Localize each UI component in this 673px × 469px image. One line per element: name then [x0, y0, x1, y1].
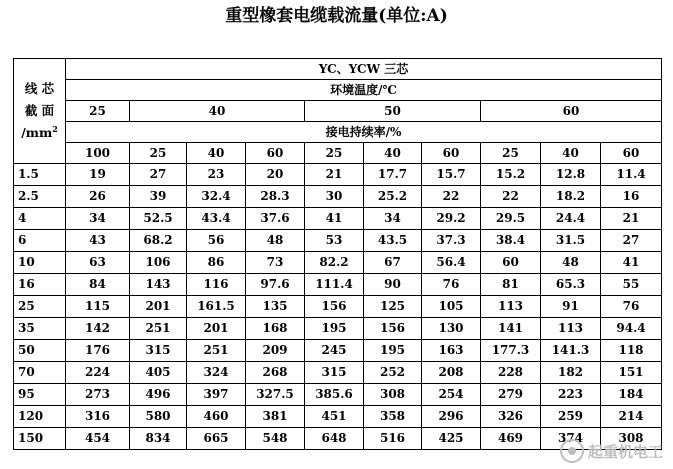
- ampacity-cell: 53: [305, 230, 364, 252]
- ampacity-cell: 29.5: [481, 208, 541, 230]
- ampacity-cell: 245: [305, 340, 364, 362]
- table-row: [14, 164, 662, 186]
- ampacity-cell: 24.4: [541, 208, 601, 230]
- ampacity-cell: 228: [481, 362, 541, 384]
- ampacity-cell: 21: [305, 164, 364, 186]
- corner-line-3: $/mm^2$: [21, 123, 58, 140]
- ampacity-cell: 82.2: [305, 252, 364, 274]
- ampacity-cell: 308: [601, 428, 662, 450]
- ampacity-cell: 141.3: [541, 340, 601, 362]
- ampacity-cell: 214: [601, 406, 662, 428]
- ampacity-cell: 34: [364, 208, 422, 230]
- duty-cycle-value: 40: [541, 143, 601, 164]
- ampacity-cell: 315: [305, 362, 364, 384]
- ampacity-cell: 665: [187, 428, 246, 450]
- temp-header-50: 50: [305, 101, 481, 122]
- ampacity-cell: 56: [187, 230, 246, 252]
- cross-section-cell: 95: [14, 384, 66, 406]
- ampacity-cell: 18.2: [541, 186, 601, 208]
- duty-cycle-value: 40: [187, 143, 246, 164]
- watermark: [560, 439, 663, 463]
- ampacity-cell: 31.5: [541, 230, 601, 252]
- table-row: [14, 406, 662, 428]
- cross-section-cell: 50: [14, 340, 66, 362]
- table-row: [14, 274, 662, 296]
- ampacity-cell: 97.6: [246, 274, 305, 296]
- cross-section-cell: 70: [14, 362, 66, 384]
- ambient-temperature-header: 环境温度/℃: [66, 80, 662, 101]
- ampacity-cell: 316: [66, 406, 130, 428]
- duty-cycle-value: 40: [364, 143, 422, 164]
- ampacity-cell: 37.3: [422, 230, 481, 252]
- ampacity-cell: 279: [481, 384, 541, 406]
- table-row: [14, 340, 662, 362]
- cross-section-cell: 120: [14, 406, 66, 428]
- ampacity-cell: 55: [601, 274, 662, 296]
- ampacity-cell: 161.5: [187, 296, 246, 318]
- ampacity-cell: 182: [541, 362, 601, 384]
- ampacity-cell: 516: [364, 428, 422, 450]
- table-row: [14, 230, 662, 252]
- ampacity-cell: 52.5: [130, 208, 187, 230]
- ampacity-cell: 548: [246, 428, 305, 450]
- ampacity-cell: 84: [66, 274, 130, 296]
- ampacity-cell: 151: [601, 362, 662, 384]
- ampacity-cell: 143: [130, 274, 187, 296]
- ampacity-cell: 308: [364, 384, 422, 406]
- table-row: [14, 362, 662, 384]
- ampacity-cell: 834: [130, 428, 187, 450]
- ampacity-cell: 32.4: [187, 186, 246, 208]
- ampacity-cell: 105: [422, 296, 481, 318]
- watermark-text: 起重机电工: [587, 442, 663, 461]
- ampacity-cell: 29.2: [422, 208, 481, 230]
- ampacity-cell: 63: [66, 252, 130, 274]
- ampacity-cell: 116: [187, 274, 246, 296]
- ampacity-cell: 209: [246, 340, 305, 362]
- ampacity-cell: 26: [66, 186, 130, 208]
- duty-cycle-value: 100: [66, 143, 130, 164]
- ampacity-cell: 56.4: [422, 252, 481, 274]
- temp-header-25: 25: [66, 101, 130, 122]
- ampacity-cell: 43.4: [187, 208, 246, 230]
- cross-section-cell: 4: [14, 208, 66, 230]
- ampacity-cell: 11.4: [601, 164, 662, 186]
- ampacity-cell: 48: [246, 230, 305, 252]
- ampacity-cell: 195: [305, 318, 364, 340]
- ampacity-cell: 273: [66, 384, 130, 406]
- ampacity-cell: 68.2: [130, 230, 187, 252]
- ampacity-cell: 91: [541, 296, 601, 318]
- ampacity-cell: 156: [305, 296, 364, 318]
- ampacity-cell: 76: [422, 274, 481, 296]
- ampacity-cell: 648: [305, 428, 364, 450]
- ampacity-cell: 156: [364, 318, 422, 340]
- ampacity-cell: 38.4: [481, 230, 541, 252]
- ampacity-cell: 43: [66, 230, 130, 252]
- duty-cycle-values-row: [14, 143, 662, 164]
- ampacity-cell: 460: [187, 406, 246, 428]
- ampacity-cell: 208: [422, 362, 481, 384]
- ampacity-cell: 60: [481, 252, 541, 274]
- cross-section-cell: 2.5: [14, 186, 66, 208]
- ampacity-cell: 39: [130, 186, 187, 208]
- table-row: [14, 296, 662, 318]
- ampacity-cell: 113: [481, 296, 541, 318]
- ampacity-cell: 15.7: [422, 164, 481, 186]
- temp-header-40: 40: [130, 101, 305, 122]
- temp-header-60: 60: [481, 101, 662, 122]
- ampacity-cell: 195: [364, 340, 422, 362]
- ampacity-cell: 106: [130, 252, 187, 274]
- ampacity-cell: 20: [246, 164, 305, 186]
- ampacity-cell: 23: [187, 164, 246, 186]
- ampacity-cell: 94.4: [601, 318, 662, 340]
- corner-line-2: 截 面: [24, 103, 55, 118]
- duty-cycle-value: 60: [422, 143, 481, 164]
- ampacity-cell: 22: [422, 186, 481, 208]
- ampacity-cell: 115: [66, 296, 130, 318]
- ampacity-cell: 19: [66, 164, 130, 186]
- ampacity-cell: 15.2: [481, 164, 541, 186]
- table-row: [14, 208, 662, 230]
- ampacity-cell: 27: [130, 164, 187, 186]
- ampacity-cell: 111.4: [305, 274, 364, 296]
- ampacity-cell: 201: [187, 318, 246, 340]
- ampacity-cell: 296: [422, 406, 481, 428]
- ampacity-cell: 65.3: [541, 274, 601, 296]
- cross-section-cell: 150: [14, 428, 66, 450]
- ampacity-cell: 451: [305, 406, 364, 428]
- ampacity-cell: 86: [187, 252, 246, 274]
- cross-section-cell: 35: [14, 318, 66, 340]
- ampacity-cell: 17.7: [364, 164, 422, 186]
- ampacity-cell: 251: [130, 318, 187, 340]
- ampacity-cell: 28.3: [246, 186, 305, 208]
- ampacity-cell: 41: [601, 252, 662, 274]
- ampacity-cell: 251: [187, 340, 246, 362]
- ampacity-cell: 374: [541, 428, 601, 450]
- ampacity-cell: 268: [246, 362, 305, 384]
- wechat-logo-icon: [560, 439, 584, 463]
- table-row: [14, 252, 662, 274]
- ampacity-cell: 259: [541, 406, 601, 428]
- ampacity-cell: 358: [364, 406, 422, 428]
- ampacity-cell: 21: [601, 208, 662, 230]
- ampacity-cell: 67: [364, 252, 422, 274]
- ampacity-cell: 25.2: [364, 186, 422, 208]
- ampacity-cell: 496: [130, 384, 187, 406]
- ampacity-cell: 326: [481, 406, 541, 428]
- duty-cycle-value: 25: [481, 143, 541, 164]
- ampacity-cell: 425: [422, 428, 481, 450]
- ampacity-cell: 142: [66, 318, 130, 340]
- ampacity-cell: 76: [601, 296, 662, 318]
- ampacity-cell: 201: [130, 296, 187, 318]
- ampacity-cell: 324: [187, 362, 246, 384]
- duty-cycle-value: 25: [130, 143, 187, 164]
- ampacity-cell: 224: [66, 362, 130, 384]
- ampacity-cell: 113: [541, 318, 601, 340]
- ampacity-cell: 315: [130, 340, 187, 362]
- cross-section-cell: 16: [14, 274, 66, 296]
- ampacity-cell: 163: [422, 340, 481, 362]
- ampacity-cell: 405: [130, 362, 187, 384]
- ampacity-cell: 27: [601, 230, 662, 252]
- ampacity-cell: 22: [481, 186, 541, 208]
- ampacity-cell: 34: [66, 208, 130, 230]
- page-title: 重型橡套电缆载流量(单位:A): [225, 6, 448, 26]
- ampacity-cell: 454: [66, 428, 130, 450]
- cross-section-cell: 6: [14, 230, 66, 252]
- duty-cycle-value: 60: [246, 143, 305, 164]
- ampacity-cell: 81: [481, 274, 541, 296]
- ampacity-cell: 141: [481, 318, 541, 340]
- ampacity-cell: 48: [541, 252, 601, 274]
- ampacity-cell: 16: [601, 186, 662, 208]
- ampacity-cell: 130: [422, 318, 481, 340]
- duty-cycle-header: 接电持续率/%: [66, 122, 662, 143]
- ampacity-cell: 73: [246, 252, 305, 274]
- ampacity-cell: 43.5: [364, 230, 422, 252]
- duty-cycle-value: 25: [305, 143, 364, 164]
- ampacity-cell: 168: [246, 318, 305, 340]
- cross-section-cell: 1.5: [14, 164, 66, 186]
- ampacity-cell: 177.3: [481, 340, 541, 362]
- ampacity-cell: 118: [601, 340, 662, 362]
- ampacity-cell: 397: [187, 384, 246, 406]
- cross-section-cell: 10: [14, 252, 66, 274]
- ampacity-table: [13, 58, 662, 450]
- ampacity-cell: 252: [364, 362, 422, 384]
- ampacity-cell: 176: [66, 340, 130, 362]
- ampacity-cell: 184: [601, 384, 662, 406]
- cable-type-header: YC、YCW 三芯: [66, 59, 662, 80]
- ampacity-cell: 223: [541, 384, 601, 406]
- duty-cycle-value: 60: [601, 143, 662, 164]
- ampacity-cell: 90: [364, 274, 422, 296]
- table-row: [14, 384, 662, 406]
- ampacity-cell: 30: [305, 186, 364, 208]
- ampacity-cell: 381: [246, 406, 305, 428]
- ampacity-cell: 385.6: [305, 384, 364, 406]
- ampacity-cell: 12.8: [541, 164, 601, 186]
- ampacity-cell: 254: [422, 384, 481, 406]
- ampacity-cell: 135: [246, 296, 305, 318]
- ampacity-cell: 37.6: [246, 208, 305, 230]
- ampacity-cell: 125: [364, 296, 422, 318]
- ampacity-cell: 327.5: [246, 384, 305, 406]
- table-row: [14, 318, 662, 340]
- ampacity-cell: 41: [305, 208, 364, 230]
- corner-line-1: 线 芯: [24, 81, 55, 96]
- ampacity-cell: 469: [481, 428, 541, 450]
- ampacity-cell: 580: [130, 406, 187, 428]
- table-row: [14, 186, 662, 208]
- corner-header: [14, 59, 66, 164]
- cross-section-cell: 25: [14, 296, 66, 318]
